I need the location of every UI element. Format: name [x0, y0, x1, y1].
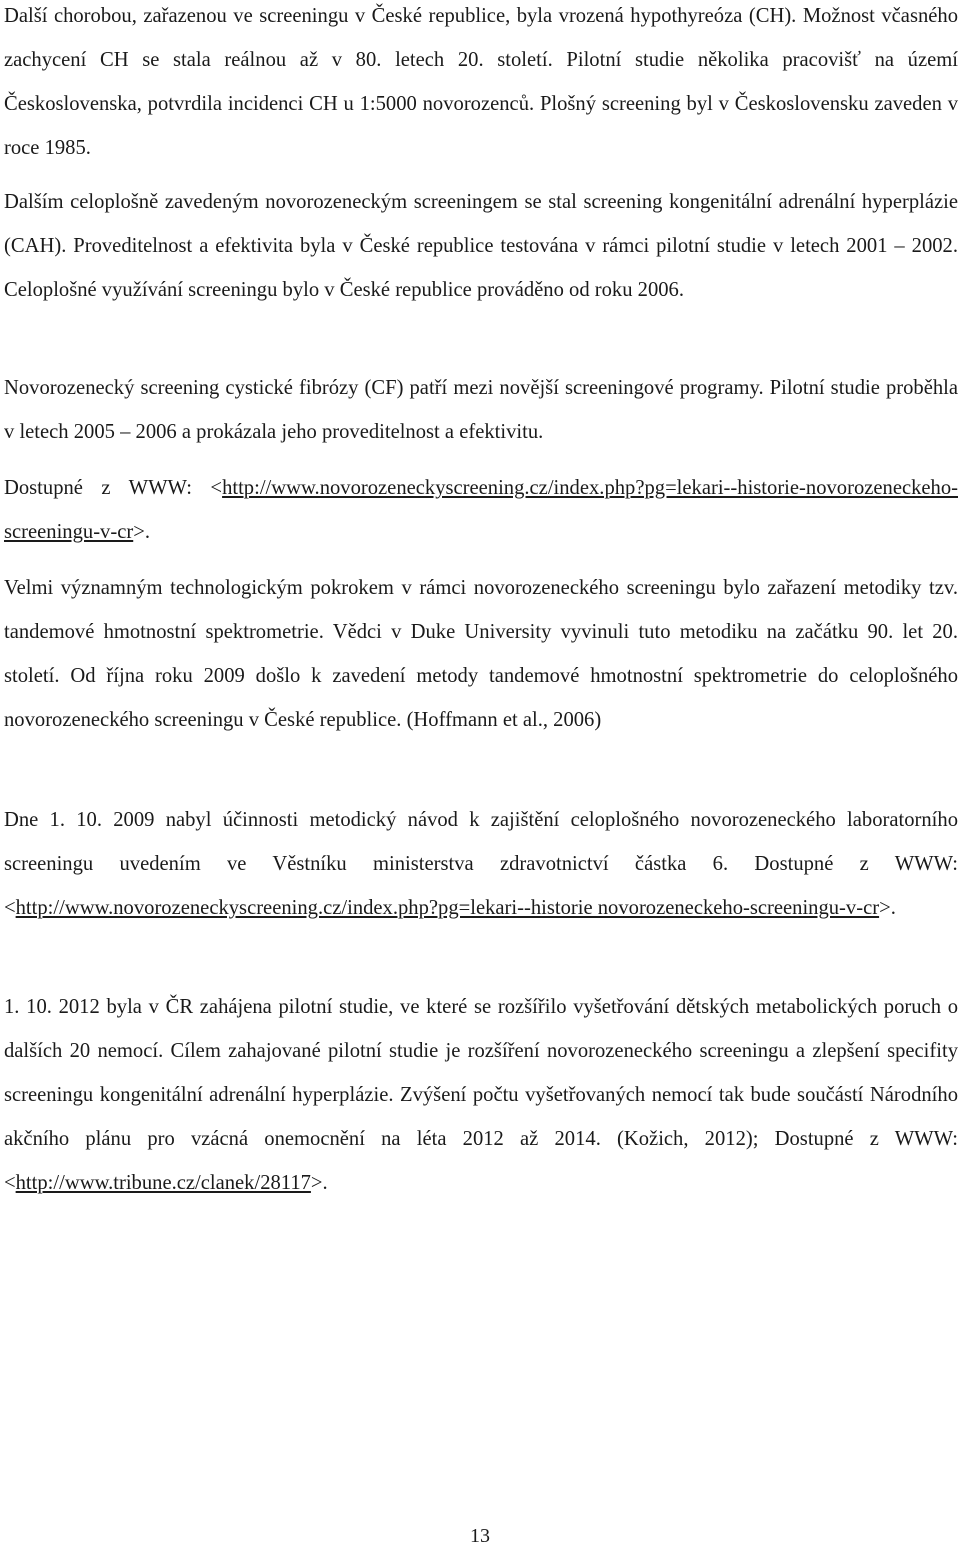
- paragraph-source-link-1: [4, 466, 958, 554]
- source-link-history[interactable]: http://www.novorozeneckyscreening.cz/index.php?pg=lekari--historie-novorozeneckeho-screeningu-v-cr: [4, 477, 958, 543]
- source-link-history-2[interactable]: http://www.novorozeneckyscreening.cz/index.php?pg=lekari--historie novorozeneckeho-screeningu-v-cr: [15, 897, 880, 919]
- paragraph-methodical-guide: [4, 798, 958, 930]
- paragraph-cf-screening: Novorozenecký screening cystické fibrózy (CF) patří mezi novější screeningové programy. Pilotní studie proběhla v letech 2005 – 2006 a prokázala jeho proveditelnost a efektivitu.: [4, 377, 958, 443]
- pilot-study-text: 1. 10. 2012 byla v ČR zahájena pilotní studie, ve které se rozšířilo vyšetřování dětských metabolických poruch o dalších 20 nemocí. Cílem zahajované pilotní studie je rozšíření novorozeneckého screeningu a zlepšení specifity screeningu kongenitální adrenální hyperplázie. Zvýšení počtu vyšetřovaných nemocí tak bude součástí Národního akčního plánu pro vzácná onemocnění na léta 2012 až 2014. (Kožich, 2012); Dostupné z WWW: <: [4, 996, 958, 1194]
- guide-text: Dne 1. 10. 2009 nabyl účinnosti metodický návod k zajištění celoplošného novorozeneckého laboratorního screeningu uvedením ve Věstníku ministerstva zdravotnictví částka 6. Dostupné z WWW:<: [4, 809, 958, 919]
- source-suffix: >.: [133, 521, 150, 543]
- paragraph-congenital-hypothyroidism: Další chorobou, zařazenou ve screeningu v České republice, byla vrozená hypothyreóza (CH). Možnost včasného zachycení CH se stala reálnou až v 80. letech 20. století. Pilotní studie několika pracovišť na území Československa, potvrdila incidenci CH u 1:5000 novorozenců. Plošný screening byl v Československu zaveden v roce 1985.: [4, 5, 958, 159]
- pilot-study-suffix: >.: [310, 1172, 328, 1194]
- guide-suffix: >.: [879, 897, 896, 919]
- paragraph-cah-screening: Dalším celoplošně zavedeným novorozeneckým screeningem se stal screening kongenitální adrenální hyperplázie (CAH). Proveditelnost a efektivita byla v České republice testována v rámci pilotní studie v letech 2001 – 2002. Celoplošné využívání screeningu bylo v České republice prováděno od roku 2006.: [4, 191, 958, 301]
- source-link-tribune[interactable]: http://www.tribune.cz/clanek/28117: [15, 1172, 311, 1194]
- paragraph-pilot-study-2012: [4, 985, 958, 1205]
- paragraph-tandem-mass-spectrometry: Velmi významným technologickým pokrokem v rámci novorozeneckého screeningu bylo zařazení metodiky tzv. tandemové hmotnostní spektrometrie. Vědci v Duke University vyvinuli tuto metodiku na začátku 90. let 20. století. Od října roku 2009 došlo k zavedení metody tandemové hmotnostní spektrometrie do celoplošného novorozeneckého screeningu v České republice. (Hoffmann et al., 2006): [4, 577, 958, 731]
- source-prefix: Dostupné z WWW: <: [4, 477, 223, 499]
- page-number: 13: [470, 1525, 490, 1547]
